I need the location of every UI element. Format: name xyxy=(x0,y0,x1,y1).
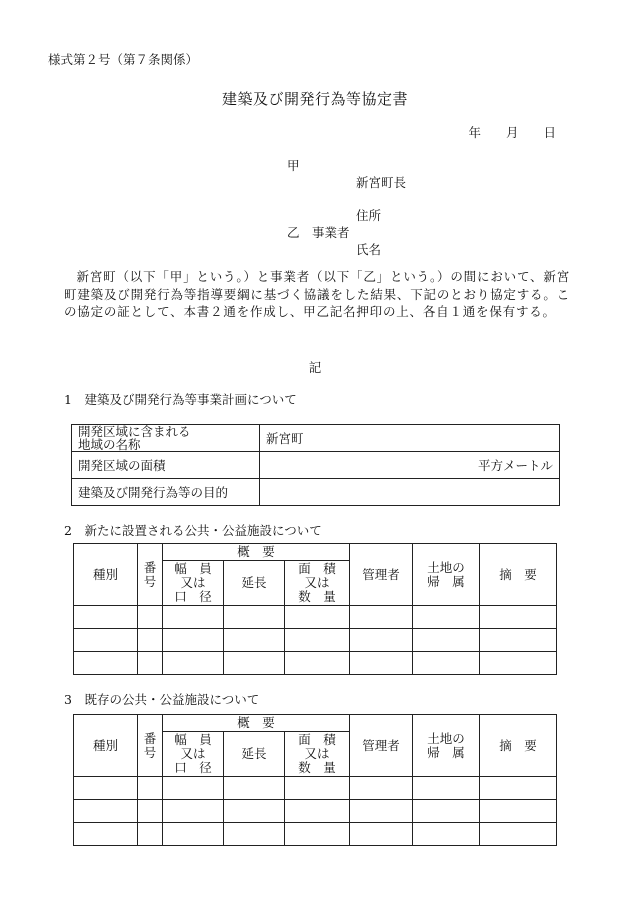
header-width-line2: 又は xyxy=(180,746,206,761)
address-label: 住所 xyxy=(356,208,382,223)
header-land-attribution xyxy=(413,544,480,606)
header-width xyxy=(163,732,224,777)
area-size-label: 開発区域の面積 xyxy=(72,452,260,479)
table-row xyxy=(74,652,557,675)
header-number-line2: 号 xyxy=(143,573,157,589)
table-row xyxy=(74,800,557,823)
header-land-line2: 帰 属 xyxy=(427,573,465,589)
document-title: 建築及び開発行為等協定書 xyxy=(221,90,408,108)
table-row xyxy=(72,425,560,452)
header-area-line1: 面 積 xyxy=(298,561,336,576)
header-number xyxy=(138,715,163,777)
area-name-label-line1: 開発区域に含まれる xyxy=(78,424,191,439)
header-type: 種別 xyxy=(74,715,138,777)
table-row xyxy=(72,479,560,506)
header-land-line1: 土地の xyxy=(427,730,465,746)
header-type: 種別 xyxy=(74,544,138,606)
ki-marker: 記 xyxy=(308,360,322,375)
party-ko-label: 甲 xyxy=(287,158,300,173)
area-size-value: 平方メートル xyxy=(260,452,560,479)
new-facilities-table xyxy=(73,543,557,675)
header-land-line2: 帰 属 xyxy=(427,744,465,760)
purpose-label: 建築及び開発行為等の目的 xyxy=(72,479,260,506)
name-label: 氏名 xyxy=(356,242,382,257)
area-name-label xyxy=(72,425,260,452)
header-length: 延長 xyxy=(224,561,285,606)
header-area-line3: 数 量 xyxy=(298,760,336,775)
header-land-attribution xyxy=(413,715,480,777)
header-area-line1: 面 積 xyxy=(298,732,336,747)
header-overview: 概 要 xyxy=(163,715,350,732)
date-line: 年 月 日 xyxy=(468,125,556,140)
section-1-heading: 1 建築及び開発行為等事業計画について xyxy=(64,392,297,407)
section-3-heading: 3 既存の公共・公益施設について xyxy=(64,692,260,707)
header-overview: 概 要 xyxy=(163,544,350,561)
header-area-line3: 数 量 xyxy=(298,589,336,604)
section-2-heading: 2 新たに設置される公共・公益施設について xyxy=(64,523,322,538)
header-number xyxy=(138,544,163,606)
party-ko-name: 新宮町長 xyxy=(356,175,407,190)
header-length: 延長 xyxy=(224,732,285,777)
form-number-label: 様式第２号（第７条関係） xyxy=(48,52,199,67)
header-area-line2: 又は xyxy=(304,746,330,761)
project-plan-table xyxy=(71,424,560,506)
header-width-line3: 口 径 xyxy=(174,760,212,775)
header-remarks: 摘 要 xyxy=(480,715,557,777)
header-remarks: 摘 要 xyxy=(480,544,557,606)
purpose-value xyxy=(260,479,560,506)
header-manager: 管理者 xyxy=(350,544,413,606)
header-width-line3: 口 径 xyxy=(174,589,212,604)
table-row xyxy=(72,452,560,479)
header-area xyxy=(285,732,350,777)
table-row xyxy=(74,777,557,800)
header-number-line1: 番 xyxy=(143,559,157,575)
table-row xyxy=(74,629,557,652)
header-land-line1: 土地の xyxy=(427,559,465,575)
header-width-line1: 幅 員 xyxy=(174,561,212,576)
header-width-line1: 幅 員 xyxy=(174,732,212,747)
area-name-value: 新宮町 xyxy=(260,425,560,452)
header-width xyxy=(163,561,224,606)
agreement-paragraph: 新宮町（以下「甲」という。）と事業者（以下「乙」という。）の間において、新宮町建築及び開発行為等指導要綱に基づく協議をした結果、下記のとおり協定する。この協定の証として、本書２通を作成し、甲乙記名押印の上、各自１通を保有する。 xyxy=(64,269,570,319)
header-number-line2: 号 xyxy=(143,744,157,760)
table-row xyxy=(74,606,557,629)
party-otsu-label: 乙 事業者 xyxy=(287,225,350,240)
existing-facilities-table xyxy=(73,714,557,846)
header-area-line2: 又は xyxy=(304,575,330,590)
header-number-line1: 番 xyxy=(143,730,157,746)
header-width-line2: 又は xyxy=(180,575,206,590)
area-name-label-line2: 地域の名称 xyxy=(78,437,141,452)
header-area xyxy=(285,561,350,606)
table-row xyxy=(74,823,557,846)
header-manager: 管理者 xyxy=(350,715,413,777)
